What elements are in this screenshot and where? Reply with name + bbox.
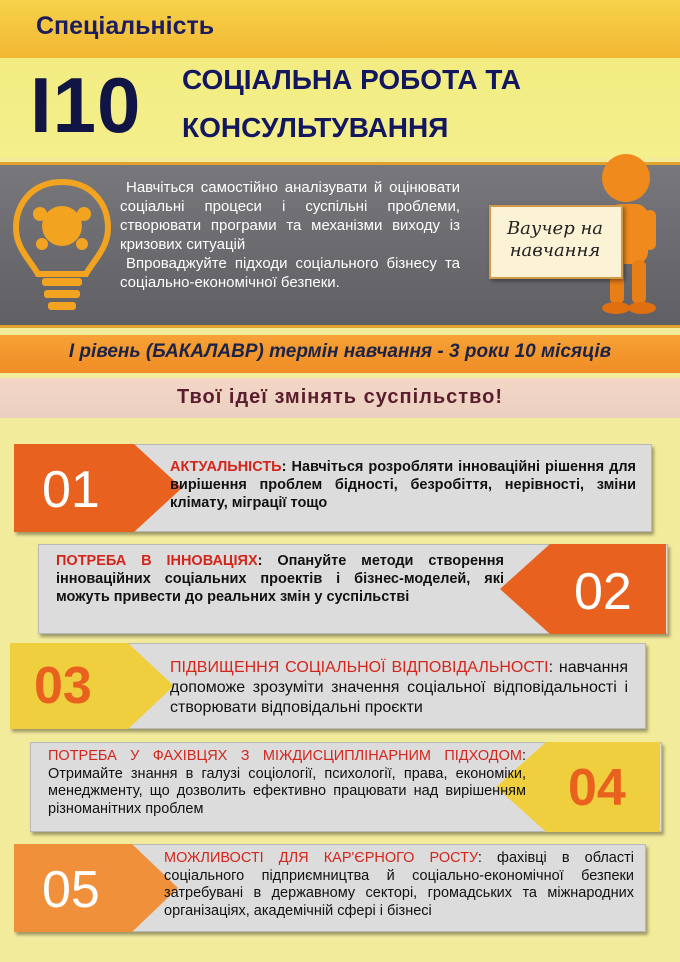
item-body-04: : Отримайте знання в галузі соціології, психології, права, економіки, менеджменту, що дозволить ефективно працювати над вирішенням різноманітних проблем bbox=[48, 748, 526, 817]
item-number-02: 02 bbox=[574, 563, 632, 621]
item-text-01 bbox=[170, 458, 636, 512]
item-text-03 bbox=[170, 658, 628, 718]
slogan: Твої ідеї змінять суспільство! bbox=[177, 386, 503, 408]
item-number-04: 04 bbox=[568, 759, 626, 817]
lightbulb-icon bbox=[12, 178, 112, 316]
item-label-03: ПІДВИЩЕННЯ СОЦІАЛЬНОЇ ВІДПОВІДАЛЬНОСТІ bbox=[170, 659, 549, 676]
item-label-05: МОЖЛИВОСТІ ДЛЯ КАР'ЄРНОГО РОСТУ bbox=[164, 850, 478, 866]
intro-paragraph1: Навчіться самостійно аналізувати й оцінювати соціальні процеси і суспільні проблеми, створювати програми та механізми виходу із кризових ситуацій bbox=[120, 179, 460, 253]
item-number-01: 01 bbox=[42, 461, 100, 519]
item-text-02 bbox=[56, 552, 504, 606]
intro-text bbox=[120, 178, 460, 292]
intro-paragraph2: Впроваджуйте підходи соціального бізнесу та соціально-економічної безпеки. bbox=[120, 255, 460, 291]
item-text-05 bbox=[164, 850, 634, 920]
item-label-01: АКТУАЛЬНІСТЬ bbox=[170, 459, 282, 475]
item-label-04: ПОТРЕБА У ФАХІВЦЯХ З МІЖДИСЦИПЛІНАРНИМ ПІДХОДОМ bbox=[48, 748, 522, 764]
specialty-label: Спеціальність bbox=[36, 12, 215, 40]
item-label-02: ПОТРЕБА В ІННОВАЦІЯХ bbox=[56, 553, 258, 569]
item-body-03: : навчання допоможе зрозуміти значення соціальної відповідальності і створювати відповідальні проєкти bbox=[170, 659, 628, 716]
specialty-title-line1: СОЦІАЛЬНА РОБОТА ТА bbox=[182, 64, 521, 95]
item-body-01: : Навчіться розробляти інноваційні рішення для вирішення проблем бідності, безробіття, нерівності, зміни клімату, міграції тощо bbox=[170, 459, 636, 511]
item-body-05: : фахівці в області соціального підприємництва й соціально-економічної безпеки затребувані в державному секторі, громадських та міжнародних організаціях, академічній сфері і бізнесі bbox=[164, 850, 634, 919]
item-number-03: 03 bbox=[34, 657, 92, 715]
voucher-text: Ваучер на навчання bbox=[506, 218, 604, 261]
specialty-title-line2: КОНСУЛЬТУВАННЯ bbox=[182, 112, 449, 143]
specialty-code: I10 bbox=[30, 61, 142, 149]
item-number-05: 05 bbox=[42, 861, 100, 919]
item-body-02: : Опануйте методи створення інноваційних соціальних проектів і бізнес-моделей, які можуть привести до реальних змін у суспільстві bbox=[56, 553, 504, 605]
item-text-04 bbox=[48, 748, 526, 818]
level-text: I рівень (БАКАЛАВР) термін навчання - 3 роки 10 місяців bbox=[68, 341, 612, 362]
